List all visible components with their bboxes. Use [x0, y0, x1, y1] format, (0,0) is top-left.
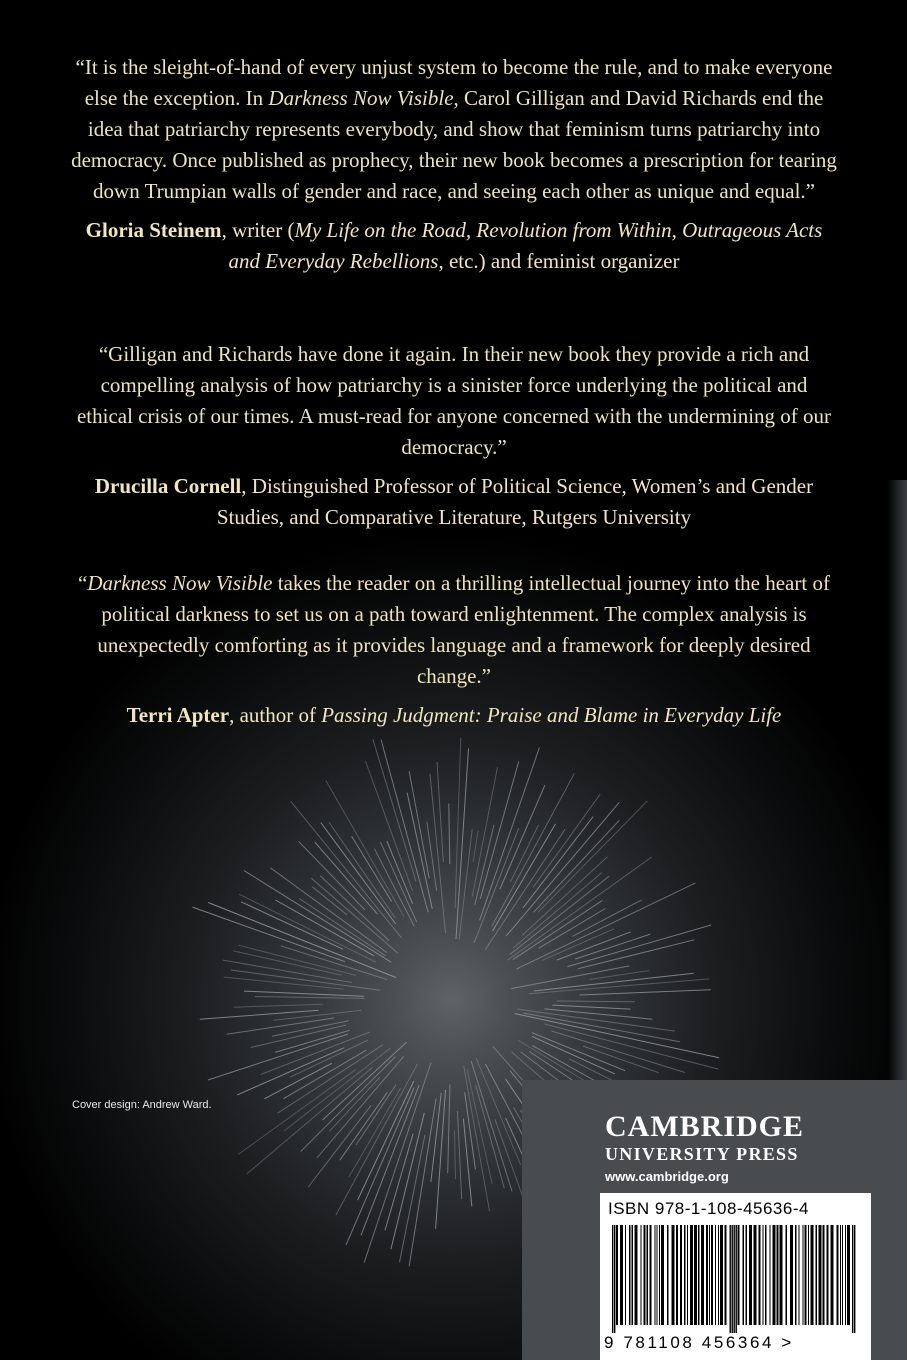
endorsement-attribution: [70, 215, 838, 277]
text-segment: , Distinguished Professor of Political Science, Women’s and Gender Studies, and Comparative Literature, Rutgers University: [216, 474, 814, 529]
endorsement-author-credentials: [222, 218, 823, 273]
publisher-panel: [522, 1080, 907, 1360]
publisher-subname: UNIVERSITY PRESS: [605, 1144, 799, 1164]
text-segment: “Gilligan and Richards have done it again. In their new book they provide a rich and compelling analysis of how patriarchy is a sinister force underlying the political and ethical crisis of our times. A must-read for anyone concerned with the undermining of our democracy.”: [76, 342, 832, 459]
endorsement-author-credentials: [217, 474, 813, 529]
barcode-digits: 9 781108 456364 >: [604, 1333, 794, 1352]
italic-title: Passing Judgment: Praise and Blame in Everyday Life: [321, 703, 782, 727]
cover-design-credit: Cover design: Andrew Ward.: [72, 1099, 212, 1111]
text-segment: “: [78, 571, 88, 595]
endorsement-quote: [70, 339, 838, 463]
italic-title: Darkness Now Visible: [268, 86, 454, 110]
text-segment: , Carol Gilligan and David Richards end the idea that patriarchy represents everybody, and show that feminism turns patriarchy into democracy. Once published as prophecy, their new book becomes a prescription for tearing down Trumpian walls of gender and race, and seeing each other as unique and equal.”: [71, 86, 837, 203]
text-segment: , etc.) and feminist organizer: [438, 249, 680, 273]
endorsement-author: Drucilla Cornell: [94, 474, 242, 498]
endorsement-attribution: [70, 471, 838, 533]
italic-title: Darkness Now Visible: [87, 571, 273, 595]
barcode-icon: [608, 1225, 863, 1333]
isbn-barcode-box: [600, 1193, 871, 1360]
endorsement-attribution: [70, 700, 838, 731]
text-segment: “It is the sleight-of-hand of every unjust system to become the rule, and to make everyone else the exception. In: [75, 55, 833, 110]
text-segment: takes the reader on a thrilling intellectual journey into the heart of political darkness to set us on a path toward enlightenment. The complex analysis is unexpectedly comforting as it provides language and a framework for deeply desired change.”: [97, 571, 830, 688]
endorsement-author: Gloria Steinem: [85, 218, 222, 242]
endorsement-quote: [70, 52, 838, 207]
endorsement-author-credentials: [229, 703, 781, 727]
endorsement-1: [70, 52, 838, 277]
publisher-name: CAMBRIDGE: [605, 1110, 805, 1143]
text-segment: , writer (: [221, 218, 295, 242]
endorsement-2: [70, 339, 838, 533]
isbn-label: ISBN 978-1-108-45636-4: [608, 1199, 809, 1218]
endorsement-author: Terri Apter: [126, 703, 230, 727]
italic-title: My Life on the Road, Revolution from Within, Outrageous Acts and Everyday Rebellions: [228, 218, 823, 273]
endorsement-quote: [70, 568, 838, 692]
text-segment: , author of: [229, 703, 322, 727]
publisher-url: www.cambridge.org: [605, 1169, 729, 1184]
endorsement-3: [70, 568, 838, 731]
